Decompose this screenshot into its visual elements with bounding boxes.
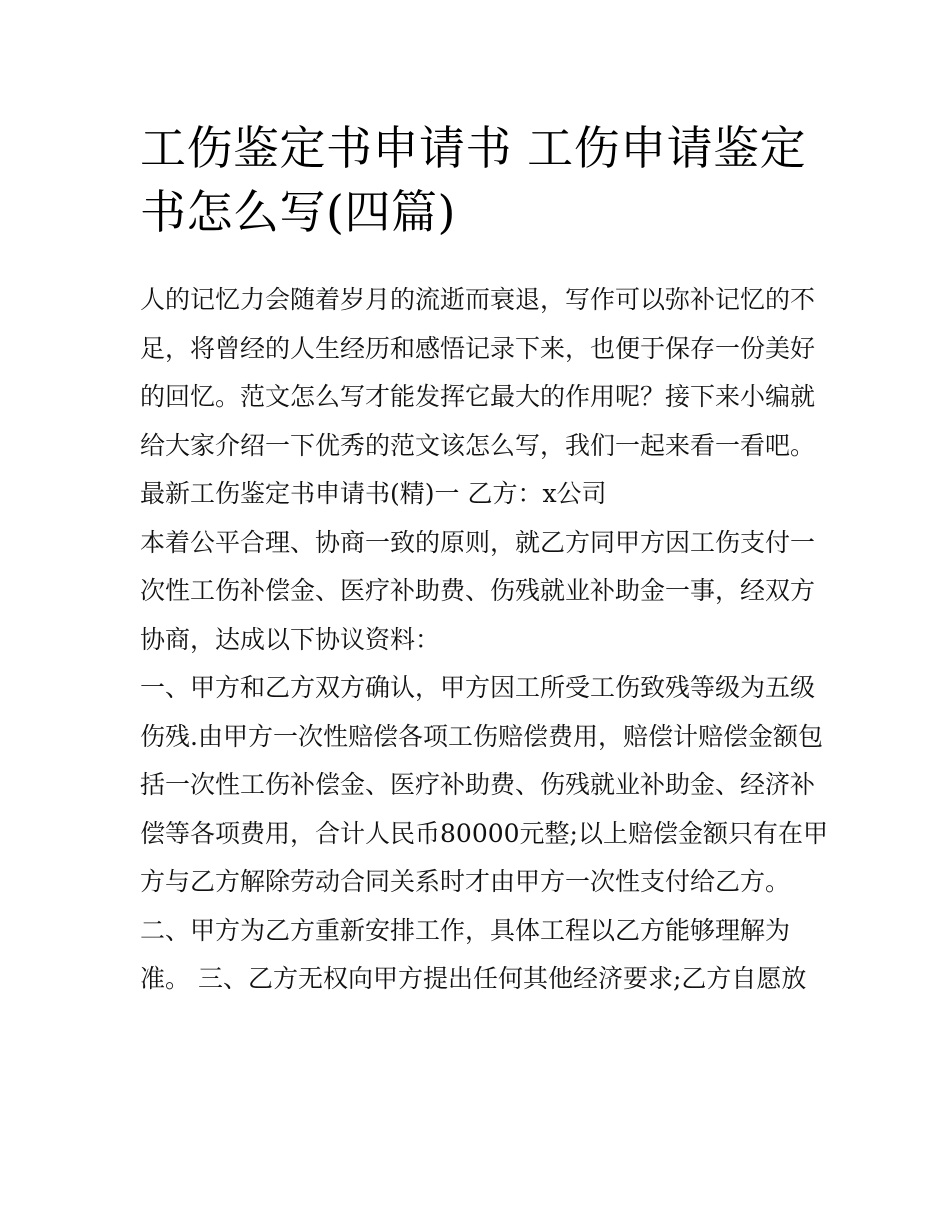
- paragraph-clause-two-three: 二、甲方为乙方重新安排工作，具体工程以乙方能够理解为准。 三、乙方无权向甲方提出任何其他经济要求;乙方自愿放: [140, 915, 807, 993]
- paragraph-heading: 最新工伤鉴定书申请书(精)一 乙方：x公司: [140, 479, 607, 508]
- document-title: 工伤鉴定书申请书 工伤申请鉴定书怎么写(四篇): [140, 121, 807, 239]
- paragraph-clause-one: 一、甲方和乙方双方确认，甲方因工所受工伤致残等级为五级伤残.由甲方一次性赔偿各项工伤赔偿费用，赔偿计赔偿金额包括一次性工伤补偿金、医疗补助费、伤残就业补助金、经济补偿等各项费用，合计人民币80000元整;以上赔偿金额只有在甲方与乙方解除劳动合同关系时才由甲方一次性支付给乙方。: [140, 673, 828, 896]
- document-body: [140, 276, 830, 1004]
- paragraph-intro: 人的记忆力会随着岁月的流逝而衰退，写作可以弥补记忆的不足，将曾经的人生经历和感悟记录下来，也便于保存一份美好的回忆。范文怎么写才能发挥它最大的作用呢？接下来小编就给大家介绍一下优秀的范文该怎么写，我们一起来看一看吧。: [140, 285, 816, 460]
- paragraph-principle: 本着公平合理、协商一致的原则，就乙方同甲方因工伤支付一次性工伤补偿金、医疗补助费、伤残就业补助金一事，经双方协商，达成以下协议资料：: [140, 527, 816, 654]
